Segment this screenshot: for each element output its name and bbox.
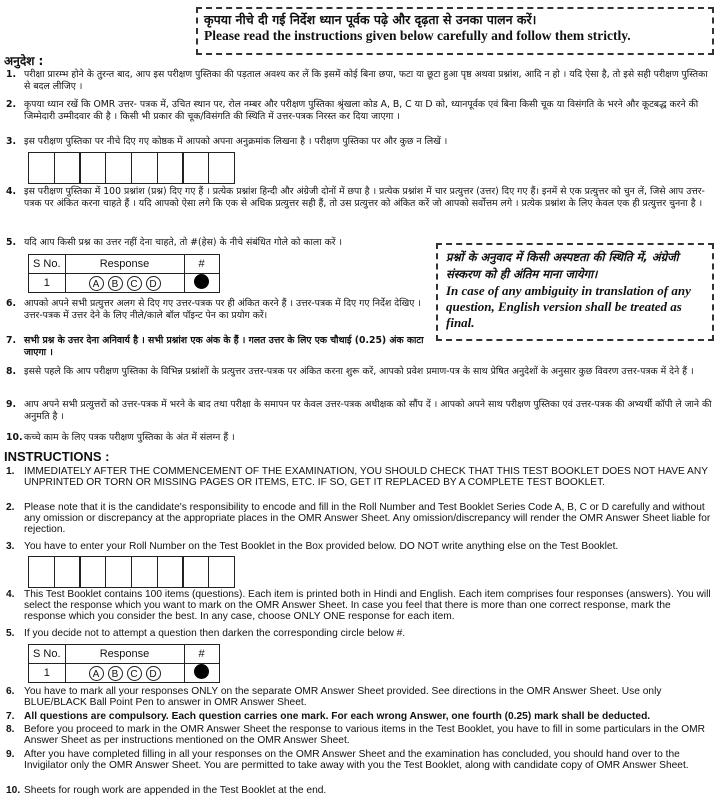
roll-box[interactable] <box>79 152 106 184</box>
sno-value: 1 <box>29 664 66 683</box>
header-english: Please read the instructions given below carefully and follow them strictly. <box>204 28 631 43</box>
roll-box[interactable] <box>28 152 55 184</box>
option-c-circle[interactable]: C <box>127 276 142 291</box>
header-notice-box <box>196 7 714 55</box>
option-d-circle[interactable]: D <box>146 666 161 681</box>
english-response-table <box>28 644 220 683</box>
filled-circle-icon <box>194 274 209 289</box>
english-item-7: 7. All questions are compulsory. Each question carries one mark. For each wrong Answer, one fourth (0.25) mark shall be deducted. <box>6 711 651 722</box>
sno-value: 1 <box>29 274 66 293</box>
roll-box[interactable] <box>54 152 81 184</box>
hindi-item-8: 8. इससे पहले कि आप परीक्षण पुस्तिका के विभिन्न प्रश्नांशों के प्रत्युत्तर उत्तर-पत्रक पर अंकित करना शुरू करें, आपको प्रवेश प्रमाण-पत्र के साथ प्रेषित अनुदेशों के अनुसार कुछ विवरण उत्तर-पत्रक में देने हैं । <box>6 366 694 377</box>
option-c-circle[interactable]: C <box>127 666 142 681</box>
roll-box[interactable] <box>105 152 132 184</box>
roll-box[interactable] <box>157 152 184 184</box>
english-item-4: 4. This Test Booklet contains 100 items (questions). Each item is printed both in Hindi and English. Each item comprises four responses (answers). You will select the response which you want to mark on the OMR Answer Sheet. In case you feel that there is more than one correct response, mark the response which you consider the best. In any case, choose ONLY ONE response for each item. <box>6 589 711 623</box>
col-response: Response <box>65 645 184 664</box>
response-options <box>65 274 184 293</box>
col-sno: S No. <box>29 645 66 664</box>
english-item-9: 9. After you have completed filling in all your responses on the OMR Answer Sheet and the examination has concluded, you should hand over to the Invigilator only the OMR Answer Sheet. You are permitted to take away with you the Test Booklet, along with candidate copy of OMR Answer Sheet. <box>6 749 689 772</box>
hindi-item-1: 1. परीक्षा प्रारम्भ होने के तुरन्त बाद, आप इस परीक्षण पुस्तिका की पड़ताल अवश्य कर लें कि इसमें कोई बिना छपा, फटा या छूटा हुआ पृष्ठ अथवा प्रश्नांश, आदि न हो । यदि ऐसा है, तो इसे सही परीक्षण पुस्तिका से बदल लीजिए । <box>6 69 708 93</box>
hindi-item-9: 9. आप अपने सभी प्रत्युत्तरों को उत्तर-पत्रक में भरने के बाद तथा परीक्षा के समापन पर केवल उत्तर-पत्रक अधीक्षक को सौंप दें । आपको अपने साथ परीक्षण पुस्तिका एवं उत्तर-पत्रक की अभ्यर्थी कॉपी ले जाने की अनुमति है । <box>6 399 712 423</box>
option-a-circle[interactable]: A <box>89 276 104 291</box>
roll-box[interactable] <box>208 152 235 184</box>
note-hindi: प्रश्नों के अनुवाद में किसी अस्पष्टता की स्थिति में, अंग्रेजी संस्करण को ही अंतिम माना जायेगा। <box>446 250 679 281</box>
hindi-item-7: 7. सभी प्रश्न के उत्तर देना अनिवार्य है । सभी प्रश्नांश एक अंक के हैं । गलत उत्तर के लिए एक चौथाई (0.25) अंक काटा जाएगा । <box>6 335 424 359</box>
english-item-3: 3. You have to enter your Roll Number on the Test Booklet in the Box provided below. DO NOT write anything else on the Test Booklet. <box>6 541 619 552</box>
roll-box[interactable] <box>182 556 209 588</box>
hash-cell <box>184 664 219 683</box>
col-response: Response <box>65 255 184 274</box>
hash-cell <box>184 274 219 293</box>
option-b-circle[interactable]: B <box>108 666 123 681</box>
hindi-item-4: 4. इस परीक्षण पुस्तिका में 100 प्रश्नांश (प्रश्न) दिए गए हैं । प्रत्येक प्रश्नांश हिन्दी और अंग्रेजी दोनों में छपा है । प्रत्येक प्रश्नांश में चार प्रत्युत्तर (उत्तर) दिए गए हैं। इनमें से एक प्रत्युत्तर को चुन लें, जिसे आप उत्तर-पत्रक पर अंकित करना चाहते हैं । यदि आपको ऐसा लगे कि एक से अधिक प्रत्युत्तर सही हैं, तो उस प्रत्युत्तर को अंकित करें जो आपको सर्वोत्तम लगे । प्रत्येक प्रश्नांश के लिए केवल एक ही प्रत्युत्तर चुनना है । <box>6 186 705 210</box>
roll-box[interactable] <box>131 152 158 184</box>
roll-box[interactable] <box>79 556 106 588</box>
col-sno: S No. <box>29 255 66 274</box>
note-english: In case of any ambiguity in translation of any question, English version shall be treated as final. <box>446 283 691 330</box>
hindi-item-3: 3. इस परीक्षण पुस्तिका पर नीचे दिए गए कोष्ठक में आपको अपना अनुक्रमांक लिखना है । परीक्षण पुस्तिका पर और कुछ न लिखें । <box>6 136 448 147</box>
english-item-10: 10. Sheets for rough work are appended in the Test Booklet at the end. <box>6 785 327 796</box>
english-item-2: 2. Please note that it is the candidate's responsibility to encode and fill in the Roll Number and Test Booklet Series Code A, B, C or D carefully and without any omission or discrepancy at the appropriate places in the OMR Answer Sheet. Any omission/discrepancy will render the OMR Answer Sheet liable for rejection. <box>6 502 711 536</box>
hindi-item-5: 5. यदि आप किसी प्रश्न का उत्तर नहीं देना चाहते, तो #(हेस) के नीचे संबंधित गोले को काला करें । <box>6 237 343 248</box>
roll-box[interactable] <box>157 556 184 588</box>
hindi-item-10: 10. कच्चे काम के लिए पत्रक परीक्षण पुस्तिका के अंत में संलग्न हैं । <box>6 432 235 443</box>
english-section-title: INSTRUCTIONS : <box>4 449 110 464</box>
header-hindi: कृपया नीचे दी गई निर्देश ध्यान पूर्वक पढ़े और दृढ़ता से उनका पालन करें। <box>204 12 537 27</box>
roll-box[interactable] <box>182 152 209 184</box>
hindi-item-6: 6. आपको अपने सभी प्रत्युत्तर अलग से दिए गए उत्तर-पत्रक पर ही अंकित करने हैं । उत्तर-पत्रक में दिए गए निर्देश देखिए । उत्तर-पत्रक में उत्तर देने के लिए नीले/काले बॉल पॉइन्ट पेन का प्रयोग करें। <box>6 298 421 322</box>
roll-box[interactable] <box>54 556 81 588</box>
response-options <box>65 664 184 683</box>
roll-box[interactable] <box>208 556 235 588</box>
translation-note-box <box>436 243 714 341</box>
roll-box[interactable] <box>105 556 132 588</box>
english-item-6: 6. You have to mark all your responses ONLY on the separate OMR Answer Sheet provided. See directions in the OMR Answer Sheet. Use only BLUE/BLACK Ball Point Pen to answer in OMR Answer Sheet. <box>6 686 662 709</box>
hindi-roll-number-boxes[interactable] <box>28 152 234 184</box>
filled-circle-icon <box>194 664 209 679</box>
roll-box[interactable] <box>28 556 55 588</box>
option-b-circle[interactable]: B <box>108 276 123 291</box>
english-item-5: 5. If you decide not to attempt a question then darken the corresponding circle below #. <box>6 628 406 639</box>
option-d-circle[interactable]: D <box>146 276 161 291</box>
english-item-1: 1. IMMEDIATELY AFTER THE COMMENCEMENT OF THE EXAMINATION, YOU SHOULD CHECK THAT THIS TEST BOOKLET DOES NOT HAVE ANY UNPRINTED OR TORN OR MISSING PAGES OR ITEMS, ETC. IF SO, GET IT REPLACED BY A COMPLETE TEST BOOKLET. <box>6 466 708 489</box>
hindi-item-2: 2. कृपया ध्यान रखें कि OMR उत्तर- पत्रक में, उचित स्थान पर, रोल नम्बर और परीक्षण पुस्तिका श्रृंखला कोड A, B, C या D को, ध्यानपूर्वक एवं बिना किसी चूक या विसंगति के भरने और कूटबद्ध करने की जिम्मेदारी उम्मीदवार की है । किसी भी प्रकार की चूक/विसंगति की स्थिति में उत्तर-पत्रक निरस्त कर दिया जाएगा । <box>6 99 699 123</box>
option-a-circle[interactable]: A <box>89 666 104 681</box>
hindi-response-table <box>28 254 220 293</box>
hindi-section-title: अनुदेश : <box>4 54 44 68</box>
col-hash: # <box>184 255 219 274</box>
english-roll-number-boxes[interactable] <box>28 556 234 588</box>
english-item-8: 8. Before you proceed to mark in the OMR Answer Sheet the response to various items in the Test Booklet, you have to fill in some particulars in the OMR Answer Sheet as per instructions mentioned on the OMR Answer Sheet. <box>6 724 706 747</box>
col-hash: # <box>184 645 219 664</box>
roll-box[interactable] <box>131 556 158 588</box>
